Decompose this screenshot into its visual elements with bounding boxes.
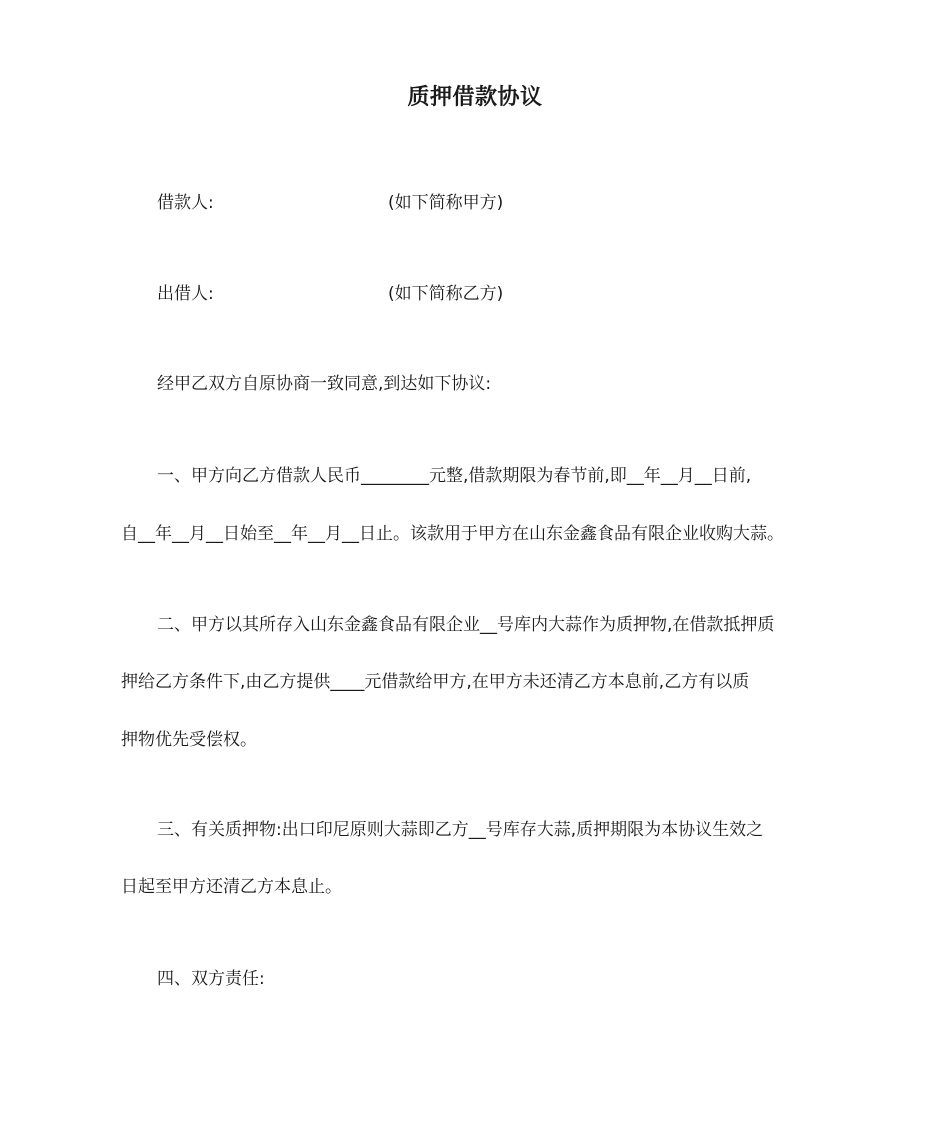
document-title: 质押借款协议 <box>407 85 543 110</box>
clause2-line2: 押给乙方条件下,由乙方提供____元借款给甲方,在甲方未还清乙方本息前,乙方有以质 <box>121 672 750 692</box>
intro-paragraph: 经甲乙双方自原协商一致同意,到达如下协议: <box>157 374 492 394</box>
clause4-heading: 四、双方责任: <box>157 969 265 989</box>
borrower-note: (如下简称甲方) <box>388 193 504 213</box>
borrower-label: 借款人: <box>157 193 214 213</box>
clause1-line2: 自__年__月__日始至__年__月__日止。该款用于甲方在山东金鑫食品有限企业收购大蒜。 <box>121 524 784 544</box>
lender-note: (如下简称乙方) <box>388 284 504 304</box>
clause3-line1: 三、有关质押物:出口印尼原则大蒜即乙方__号库存大蒜,质押期限为本协议生效之 <box>157 820 764 840</box>
clause1-line1: 一、甲方向乙方借款人民币________元整,借款期限为春节前,即__年__月__日前, <box>157 466 752 486</box>
lender-label: 出借人: <box>157 284 214 304</box>
clause3-line2: 日起至甲方还清乙方本息止。 <box>121 877 342 897</box>
clause2-line3: 押物优先受偿权。 <box>121 730 257 750</box>
clause2-line1: 二、甲方以其所存入山东金鑫食品有限企业__号库内大蒜作为质押物,在借款抵押质 <box>157 615 775 635</box>
